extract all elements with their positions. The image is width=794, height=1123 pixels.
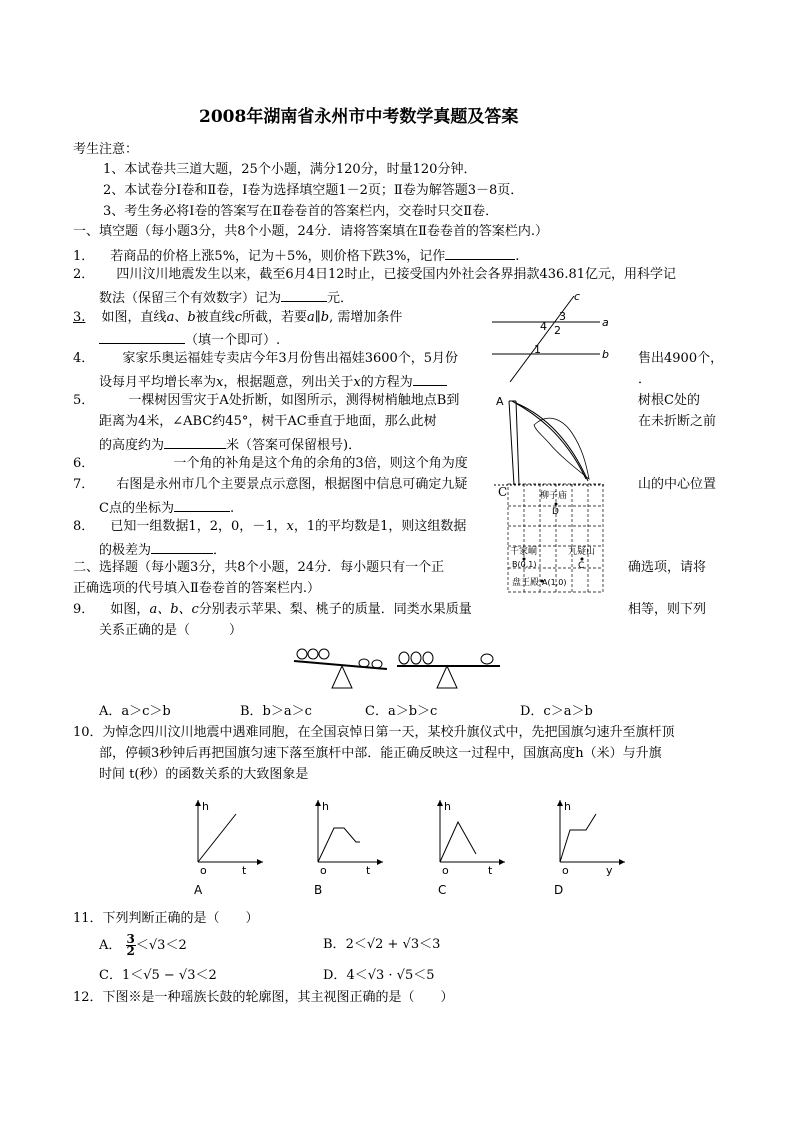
question-4 — [73, 350, 458, 368]
question-7-right: 山的中心位置 — [638, 477, 717, 492]
q9-text: 分别表示苹果、梨、桃子的质量．同类水果质量 — [198, 602, 472, 617]
axis-origin-label: o — [562, 864, 569, 877]
var-c: c — [234, 310, 242, 325]
notice-item: 2、本试卷分Ⅰ卷和Ⅱ卷，Ⅰ卷为选择填空题1－2页；Ⅱ卷为解答题3－8页． — [103, 183, 524, 198]
question-5-line2: 距离为4米，∠ABC约45°，树干AC垂直于地面，那么此树 — [99, 414, 437, 429]
option-d[interactable] — [323, 967, 435, 985]
q6-text: 一个角的补角是这个角的余角的3倍，则这个角为度 — [173, 456, 468, 471]
question-7-line2 — [99, 497, 234, 518]
q5-text: 的高度约为 — [99, 438, 165, 453]
q-num: 5． — [73, 393, 95, 408]
q-end: ． — [213, 543, 227, 558]
option-text: ＜√3＜2 — [135, 938, 187, 953]
var-a: a — [166, 310, 175, 325]
q7-line1: 右图是永州市几个主要景点示意图，根据图中信息可确定九疑 — [116, 477, 468, 492]
question-1 — [73, 245, 519, 266]
section-heading-right: 确选项，请将 — [628, 560, 707, 575]
balance-scales-figure — [292, 644, 522, 694]
answer-blank — [164, 434, 226, 449]
question-9-right: 相等，则下列 — [628, 602, 707, 617]
answer-blank — [445, 245, 515, 260]
option-label: B． — [323, 937, 346, 952]
section-heading: 一、填空题（每小题3分，共8个小题，24分．请将答案填在Ⅱ卷卷首的答案栏内.） — [73, 224, 549, 239]
option-label: D． — [323, 968, 347, 983]
question-3-line2 — [99, 329, 280, 350]
point-a: A(1,0) — [542, 578, 567, 587]
angle-label: 4 — [540, 320, 547, 333]
q3-text: 如图，直线 — [101, 310, 167, 325]
q3-text: , 需增加条件 — [329, 310, 403, 325]
graph-label: A — [194, 883, 203, 897]
q-num: 12． — [73, 990, 103, 1005]
q12-text: 下图※是一种瑶族长鼓的轮廓图，其主视图正确的是（ ） — [102, 990, 454, 1005]
section-heading: 二、选择题（每小题3分，共8个小题，24分．每小题只有一个正 — [73, 560, 445, 575]
q3-line2: （填一个即可）. — [185, 333, 281, 348]
answer-blank — [281, 287, 327, 302]
q8-text: 已知一组数据1，2，0，－1， — [110, 519, 287, 534]
axis-y-label: h — [202, 800, 209, 813]
option-b[interactable]: B．b＞a＞c — [240, 704, 312, 719]
point-b: B(0,1) — [512, 560, 537, 569]
option-d[interactable]: D．c＞a＞b — [520, 704, 593, 719]
var-b: b — [187, 310, 196, 325]
q-num: 4． — [73, 351, 95, 366]
axis-origin-label: o — [442, 864, 449, 877]
q7-line2: C点的坐标为 — [99, 501, 174, 516]
answer-blank — [99, 329, 185, 344]
vars-abc: a、b、c — [149, 602, 199, 617]
notice-item: 3、考生务必将Ⅰ卷的答案写在Ⅱ卷卷首的答案栏内，交卷时只交Ⅱ卷． — [103, 204, 499, 219]
question-10 — [73, 724, 675, 742]
question-3 — [73, 309, 402, 327]
var-x: x — [286, 519, 294, 534]
q4-text: ，根据题意，列出关于 — [223, 375, 354, 390]
point-label-a: A — [496, 395, 504, 408]
place-panwang-hall: 盘王殿 — [512, 578, 540, 588]
q3-text: 、 — [174, 310, 188, 325]
balance-right — [397, 652, 500, 688]
option-a[interactable]: A．a＞c＞b — [99, 704, 171, 719]
q4-text: 设每月平均增长率为 — [99, 375, 217, 390]
axis-origin-label: o — [200, 864, 207, 877]
option-label: A． — [99, 938, 122, 953]
question-10-line2: 部，停顿3秒钟后再把国旗匀速下落至旗杆中部．能正确反映这一过程中，国旗高度h（米）与升旗 — [99, 746, 662, 761]
notice-heading: 考生注意： — [73, 142, 139, 157]
angle-label: 1 — [534, 343, 541, 356]
question-8-line2 — [99, 539, 226, 560]
answer-blank — [174, 497, 230, 512]
line-label-c: c — [574, 290, 581, 303]
graph-label: B — [314, 883, 323, 897]
q-num: 7． — [73, 477, 95, 492]
option-label: C． — [99, 968, 122, 983]
q5-line1: 一棵树因雪灾于A处折断，如图所示，测得树梢触地点B到 — [128, 393, 460, 408]
parallel-lines-figure — [488, 290, 618, 385]
q-num: 10． — [73, 725, 103, 740]
option-text: 2＜√2 + √3＜3 — [345, 937, 441, 952]
line-label-b: b — [602, 348, 609, 361]
var-x: x — [216, 375, 224, 390]
function-graph-d[interactable] — [540, 790, 640, 900]
question-4-line2 — [99, 371, 447, 392]
q2-line1: 四川汶川地震发生以来，截至6月4日12时止，已接受国内外社会各界捐款436.81亿元，用科学记 — [116, 267, 676, 282]
place-liuzi-temple: 柳子庙 — [540, 491, 568, 501]
answer-blank — [151, 539, 213, 554]
q-num: 1． — [73, 249, 95, 264]
question-8 — [73, 518, 466, 536]
q8-line2: 的极差为 — [99, 543, 152, 558]
axis-x-label: t — [488, 864, 493, 877]
page-title: 2008年湖南省永州市中考数学真题及答案 — [199, 107, 519, 127]
q-end: 元． — [327, 291, 354, 306]
question-7 — [73, 476, 467, 494]
q-num: 6． — [73, 456, 95, 471]
graph-label: C — [438, 883, 447, 897]
angle-label: 2 — [554, 324, 561, 337]
question-5 — [73, 392, 459, 410]
place-qianjiadong: 千家峒 — [510, 547, 538, 557]
question-2 — [73, 266, 676, 284]
axis-y-label: h — [564, 800, 571, 813]
function-graph-b[interactable] — [298, 790, 398, 900]
fraction: $\frac{3}{2}$ — [126, 932, 135, 958]
option-a[interactable] — [99, 934, 187, 957]
q8-text: ，1的平均数是1，则这组数据 — [293, 519, 467, 534]
q-num: 3. — [73, 310, 86, 325]
question-9 — [73, 601, 472, 619]
answer-blank — [413, 371, 447, 386]
q-end: . — [515, 249, 520, 264]
broken-tree-figure — [494, 393, 614, 498]
q4-line1: 家家乐奥运福娃专卖店今年3月份售出福娃3600个，5月份 — [122, 351, 459, 366]
question-5-line3 — [99, 434, 361, 455]
option-text: 1＜√5 − √3＜2 — [121, 968, 217, 983]
option-b[interactable] — [323, 936, 440, 954]
point-c: C — [578, 561, 585, 571]
point-label-c: C — [498, 485, 508, 499]
question-12 — [73, 989, 454, 1007]
q9-text: 如图， — [110, 602, 150, 617]
axis-x-label: y — [606, 864, 613, 877]
parallel-condition: a∥b — [306, 310, 330, 325]
q4-text: 的方程为 — [360, 375, 413, 390]
q5-text: 米（答案可保留根号)． — [226, 438, 362, 453]
notice-item: 1、本试卷共三道大题，25个小题，满分120分，时量120分钟． — [103, 162, 477, 177]
axis-x-label: t — [366, 864, 371, 877]
function-graph-a[interactable] — [178, 790, 278, 900]
axis-y-label: h — [322, 800, 329, 813]
question-4-right: ． — [638, 372, 652, 387]
place-jiuyi-mountain: 九疑山 — [568, 547, 596, 557]
question-5-right: 树根C处的 — [638, 393, 700, 408]
question-9-line2: 关系正确的是（ ） — [99, 623, 243, 638]
q11-text: 下列判断正确的是（ ） — [102, 911, 259, 926]
axis-x-label: t — [242, 864, 247, 877]
scenic-map-figure — [508, 484, 643, 599]
q1-text: 若商品的价格上涨5%，记为＋5%，则价格下跌3%，记作 — [110, 249, 446, 264]
option-text: 4＜√3 · √5＜5 — [346, 968, 435, 983]
q-end: . — [229, 501, 235, 516]
question-10-line3: 时间 t(秒）的函数关系的大致图象是 — [99, 767, 309, 782]
balance-left — [294, 649, 387, 688]
point-d: D — [552, 507, 559, 517]
angle-label: 3 — [559, 310, 566, 323]
question-11 — [73, 910, 259, 928]
var-x: x — [353, 375, 361, 390]
q-num: 11． — [73, 911, 103, 926]
q-num: 8． — [73, 519, 95, 534]
q10-line1: 为悼念四川汶川地震中遇难同胞，在全国哀悼日第一天，某校升旗仪式中，先把国旗匀速升至旗杆顶 — [102, 725, 675, 740]
question-4-right: 售出4900个， — [638, 351, 724, 366]
option-c[interactable] — [99, 967, 217, 985]
q3-text: 所截，若要 — [241, 310, 307, 325]
axis-y-label: h — [444, 800, 451, 813]
q-num: 9． — [73, 602, 95, 617]
q2-line2: 数法（保留三个有效数字）记为 — [99, 291, 282, 306]
question-2-line2 — [99, 287, 353, 308]
question-6 — [73, 455, 468, 473]
section-heading-line2: 正确选项的代号填入Ⅱ卷卷首的答案栏内.） — [73, 581, 320, 596]
q-num: 2． — [73, 267, 95, 282]
question-5-right: 在未折断之前 — [638, 414, 717, 429]
axis-origin-label: o — [320, 864, 327, 877]
function-graph-c[interactable] — [420, 790, 520, 900]
graph-label: D — [554, 883, 564, 897]
line-label-a: a — [602, 316, 609, 329]
option-c[interactable]: C．a＞b＞c — [365, 704, 438, 719]
q3-text: 被直线 — [195, 310, 235, 325]
